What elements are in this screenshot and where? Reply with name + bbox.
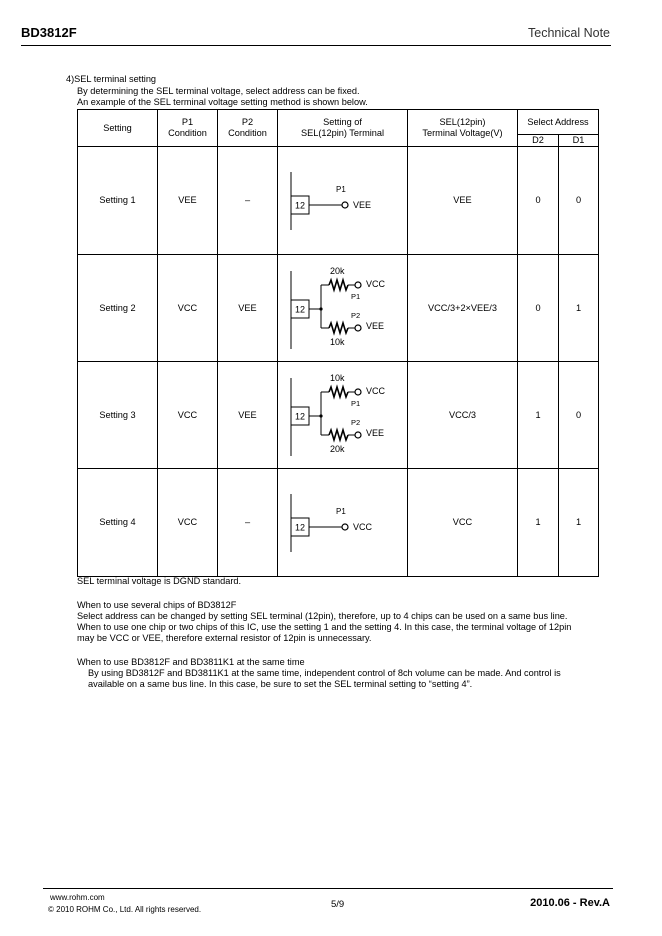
cell-p2: – — [218, 147, 278, 255]
cell-d2: 0 — [518, 255, 559, 362]
several-line-2: When to use one chip or two chips of this IC, use the setting 1 and the setting 4. In this case, the terminal voltage of 12pin — [77, 622, 572, 632]
rail-label: VCC — [352, 521, 372, 532]
header-setting: Setting — [78, 110, 158, 147]
terminal — [342, 202, 348, 208]
cell-d2: 0 — [518, 147, 559, 255]
rail-top-label: VCC — [365, 386, 385, 396]
cell-p1: VCC — [158, 362, 218, 469]
section-line-2: An example of the SEL terminal voltage setting method is shown below. — [77, 97, 368, 107]
table-row — [78, 147, 599, 255]
pin-label: 12 — [294, 200, 305, 210]
terminal — [342, 524, 348, 530]
cell-setting: Setting 4 — [78, 469, 158, 577]
terminal-top — [355, 389, 361, 395]
header-p2: P2 Condition — [218, 110, 278, 147]
header-p1: P1 Condition — [158, 110, 218, 147]
terminal-tag: P1 — [335, 506, 346, 516]
resistor-bottom — [329, 430, 348, 440]
both-line-1: By using BD3812F and BD3811K1 at the same time, independent control of 8ch volume can be made. And control is — [88, 668, 561, 678]
cell-d1: 0 — [559, 147, 599, 255]
header-terminal-voltage: SEL(12pin) Terminal Voltage(V) — [408, 110, 518, 147]
circuit-diagram-1 — [278, 147, 408, 255]
circuit-diagram-4 — [278, 469, 408, 577]
circuit-diagram-2 — [278, 255, 408, 362]
rail-top-label: VCC — [365, 279, 385, 289]
footer-divider — [43, 888, 613, 889]
several-line-1: Select address can be changed by setting SEL terminal (12pin), therefore, up to 4 chips can be used on a same bus line. — [77, 611, 568, 621]
resistor-bottom-value: 20k — [329, 444, 345, 454]
rail-bottom-label: VEE — [365, 321, 384, 331]
terminal-bottom-tag: P2 — [350, 418, 360, 427]
doc-title: BD3812F — [21, 25, 77, 40]
footer-copyright: © 2010 ROHM Co., Ltd. All rights reserved. — [48, 905, 202, 914]
terminal-bottom — [355, 325, 361, 331]
doc-type: Technical Note — [528, 26, 610, 40]
cell-d1: 0 — [559, 362, 599, 469]
pin-label: 12 — [294, 304, 305, 315]
section-line-1: By determining the SEL terminal voltage, select address can be fixed. — [77, 86, 360, 96]
cell-setting: Setting 1 — [78, 147, 158, 255]
cell-p2: – — [218, 469, 278, 577]
footer-page-number: 5/9 — [331, 899, 345, 910]
resistor-top — [329, 387, 348, 397]
header-sel-setting: Setting of SEL(12pin) Terminal — [278, 110, 408, 147]
resistor-top — [329, 280, 348, 290]
cell-voltage: VCC/3 — [408, 362, 518, 469]
terminal-top — [355, 282, 361, 288]
cell-d1: 1 — [559, 469, 599, 577]
cell-p2: VEE — [218, 362, 278, 469]
several-heading: When to use several chips of BD3812F — [77, 600, 237, 610]
terminal-tag: P1 — [335, 184, 346, 194]
header-divider — [21, 45, 611, 46]
header-d1: D1 — [559, 135, 599, 147]
resistor-top-value: 10k — [329, 373, 345, 383]
circuit-diagram-3 — [278, 362, 408, 469]
cell-p1: VEE — [158, 147, 218, 255]
terminal-bottom — [355, 432, 361, 438]
header-select-address: Select Address — [518, 110, 599, 135]
sel-setting-table — [77, 109, 599, 577]
cell-voltage: VCC — [408, 469, 518, 577]
resistor-bottom-value: 10k — [329, 337, 345, 347]
rail-bottom-label: VEE — [365, 428, 384, 438]
table-row — [78, 255, 599, 362]
cell-p2: VEE — [218, 255, 278, 362]
cell-d2: 1 — [518, 469, 559, 577]
table-row — [78, 469, 599, 577]
several-line-3: may be VCC or VEE, therefore external resistor of 12pin is unnecessary. — [77, 633, 372, 643]
cell-setting: Setting 2 — [78, 255, 158, 362]
terminal-top-tag: P1 — [350, 292, 360, 301]
cell-voltage: VCC/3+2×VEE/3 — [408, 255, 518, 362]
rail-label: VEE — [352, 199, 371, 210]
cell-setting: Setting 3 — [78, 362, 158, 469]
cell-p1: VCC — [158, 469, 218, 577]
footer-revision: 2010.06 - Rev.A — [530, 897, 610, 909]
header-d2: D2 — [518, 135, 559, 147]
pin-label: 12 — [294, 411, 305, 422]
terminal-top-tag: P1 — [350, 399, 360, 408]
both-heading: When to use BD3812F and BD3811K1 at the same time — [77, 657, 305, 667]
cell-voltage: VEE — [408, 147, 518, 255]
footer-url: www.rohm.com — [50, 893, 105, 902]
pin-label: 12 — [294, 522, 305, 532]
dgnd-note: SEL terminal voltage is DGND standard. — [77, 576, 242, 586]
cell-d1: 1 — [559, 255, 599, 362]
resistor-bottom — [329, 323, 348, 333]
table-row — [78, 362, 599, 469]
both-line-2: available on a same bus line. In this case, be sure to set the SEL terminal setting to “setting 4”. — [88, 679, 473, 689]
section-heading: 4)SEL terminal setting — [66, 74, 157, 84]
cell-d2: 1 — [518, 362, 559, 469]
resistor-top-value: 20k — [329, 266, 345, 276]
terminal-bottom-tag: P2 — [350, 311, 360, 320]
cell-p1: VCC — [158, 255, 218, 362]
